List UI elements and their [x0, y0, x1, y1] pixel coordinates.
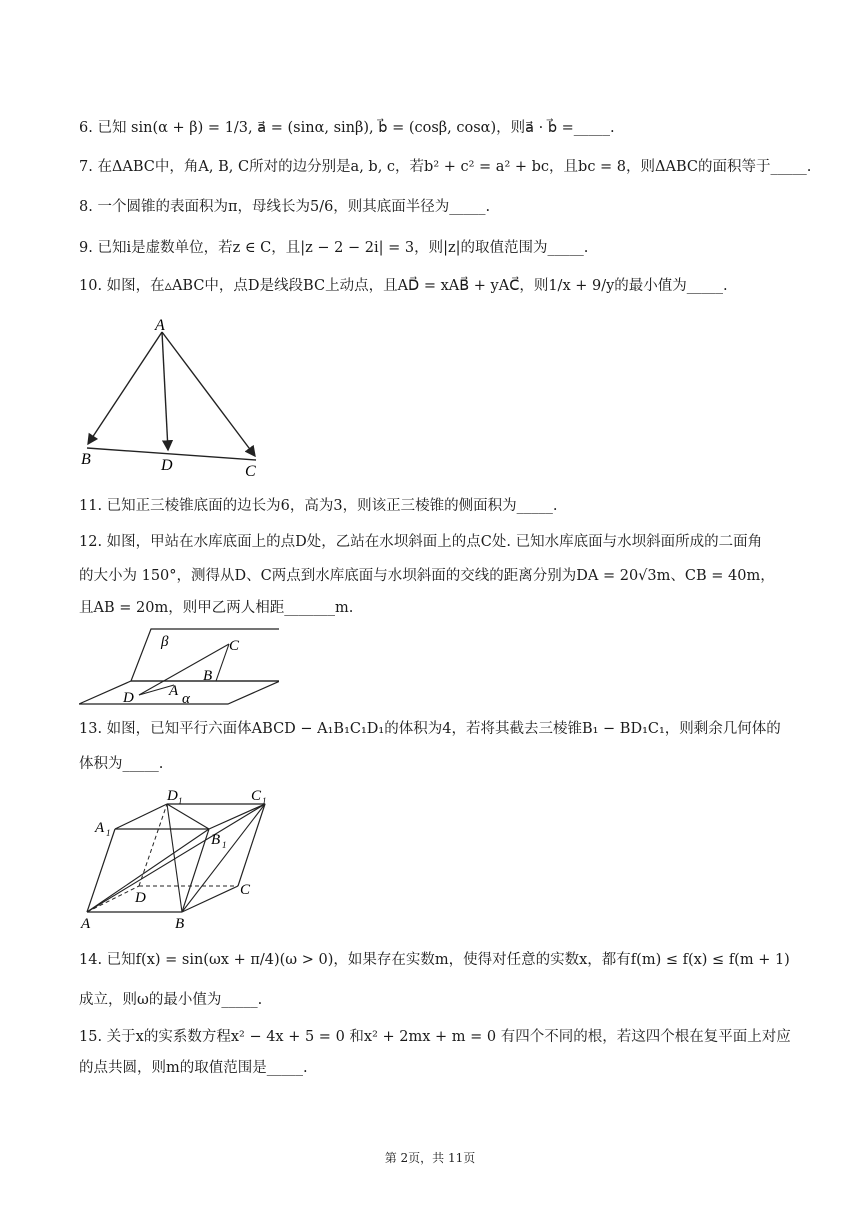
svg-text:1: 1 [222, 840, 227, 850]
label-D: D [135, 890, 146, 906]
question-7 [79, 157, 811, 177]
question-8 [79, 197, 490, 217]
label-D: D [161, 457, 173, 474]
question-text: 的大小为 150°，测得从D、C两点到水库底面与水坝斜面的交线的距离分别为DA = 20√3m、CB = 40m， [79, 568, 775, 584]
label-B: B [175, 916, 185, 932]
svg-text:1: 1 [178, 796, 183, 806]
question-text: 9. 已知i是虚数单位，若z ∈ C，且|z − 2 − 2i| = 3，则|z|的取值范围为_____. [79, 240, 589, 256]
question-13-line-2 [79, 754, 163, 774]
triangle-figure [79, 312, 279, 486]
label-A: A [81, 916, 91, 932]
question-12-line-3 [79, 598, 353, 618]
question-text: 的点共圆，则m的取值范围是_____. [79, 1060, 308, 1076]
question-text: 12. 如图，甲站在水库底面上的点D处，乙站在水坝斜面上的点C处. 已知水库底面与水坝斜面所成的二面角 [79, 534, 763, 550]
dam-svg [79, 626, 279, 710]
vector-AC [162, 332, 255, 456]
question-15-line-2 [79, 1058, 308, 1078]
question-text: 6. 已知 sin(α + β) = 1/3, a⃗ = (sinα, sinβ), b⃗ = (cosβ, cosα)，则a⃗ · b⃗ =_____. [79, 120, 615, 136]
svg-text:1: 1 [106, 828, 111, 838]
question-text: 13. 如图，已知平行六面体ABCD − A₁B₁C₁D₁的体积为4，若将其截去三棱锥B₁ − BD₁C₁，则剩余几何体的 [79, 721, 781, 737]
question-text: 体积为_____. [79, 756, 164, 772]
label-C: C [240, 882, 251, 898]
question-text: 10. 如图，在▵ABC中，点D是线段BC上动点，且AD⃗ = xAB⃗ + yAC⃗，则1/x + 9/y的最小值为_____. [79, 278, 728, 294]
label-A1: A [95, 820, 105, 836]
label-C: C [229, 638, 240, 654]
question-12-line-2 [79, 566, 775, 586]
question-10 [79, 276, 728, 296]
question-14-line-1 [79, 950, 790, 970]
question-9 [79, 238, 588, 258]
dam-figure [79, 626, 279, 714]
label-D1: D [167, 788, 178, 804]
page-footer: 第 2页，共 11页 [384, 1151, 476, 1165]
question-text: 成立，则ω的最小值为_____. [79, 992, 263, 1008]
question-text: 7. 在ΔABC中，角A, B, C所对的边分别是a, b, c，若b² + c² = a² + bc，且bc = 8，则ΔABC的面积等于_____. [79, 159, 812, 175]
svg-text:1: 1 [262, 796, 267, 806]
label-B: B [203, 668, 213, 684]
question-text: 8. 一个圆锥的表面积为π，母线长为5/6，则其底面半径为_____. [79, 199, 491, 215]
question-13-line-1 [79, 719, 781, 739]
vector-AB [88, 332, 162, 444]
label-C1: C [251, 788, 262, 804]
question-text: 15. 关于x的实系数方程x² − 4x + 5 = 0 和x² + 2mx + m = 0 有四个不同的根，若这四个根在复平面上对应 [79, 1029, 791, 1045]
question-12-line-1 [79, 532, 762, 552]
label-alpha: α [182, 691, 190, 707]
question-14-line-2 [79, 990, 262, 1010]
label-A: A [169, 683, 179, 699]
label-A: A [155, 317, 165, 334]
label-C: C [245, 463, 256, 480]
label-beta: β [161, 634, 169, 650]
label-D: D [123, 690, 134, 706]
label-B1: B [211, 832, 221, 848]
question-6 [79, 118, 615, 138]
question-text: 且AB = 20m，则甲乙两人相距_______m. [79, 600, 354, 616]
question-15-line-1 [79, 1027, 791, 1047]
question-text: 11. 已知正三棱锥底面的边长为6，高为3，则该正三棱锥的侧面积为_____. [79, 498, 558, 514]
label-B: B [81, 451, 91, 468]
vector-AD [162, 332, 168, 450]
question-11 [79, 496, 557, 516]
triangle-svg [79, 312, 279, 482]
question-text: 14. 已知f(x) = sin(ωx + π/4)(ω > 0)，如果存在实数m，使得对任意的实数x，都有f(m) ≤ f(x) ≤ f(m + 1) [79, 952, 790, 968]
prism-figure [79, 786, 289, 936]
prism-svg [79, 786, 289, 932]
